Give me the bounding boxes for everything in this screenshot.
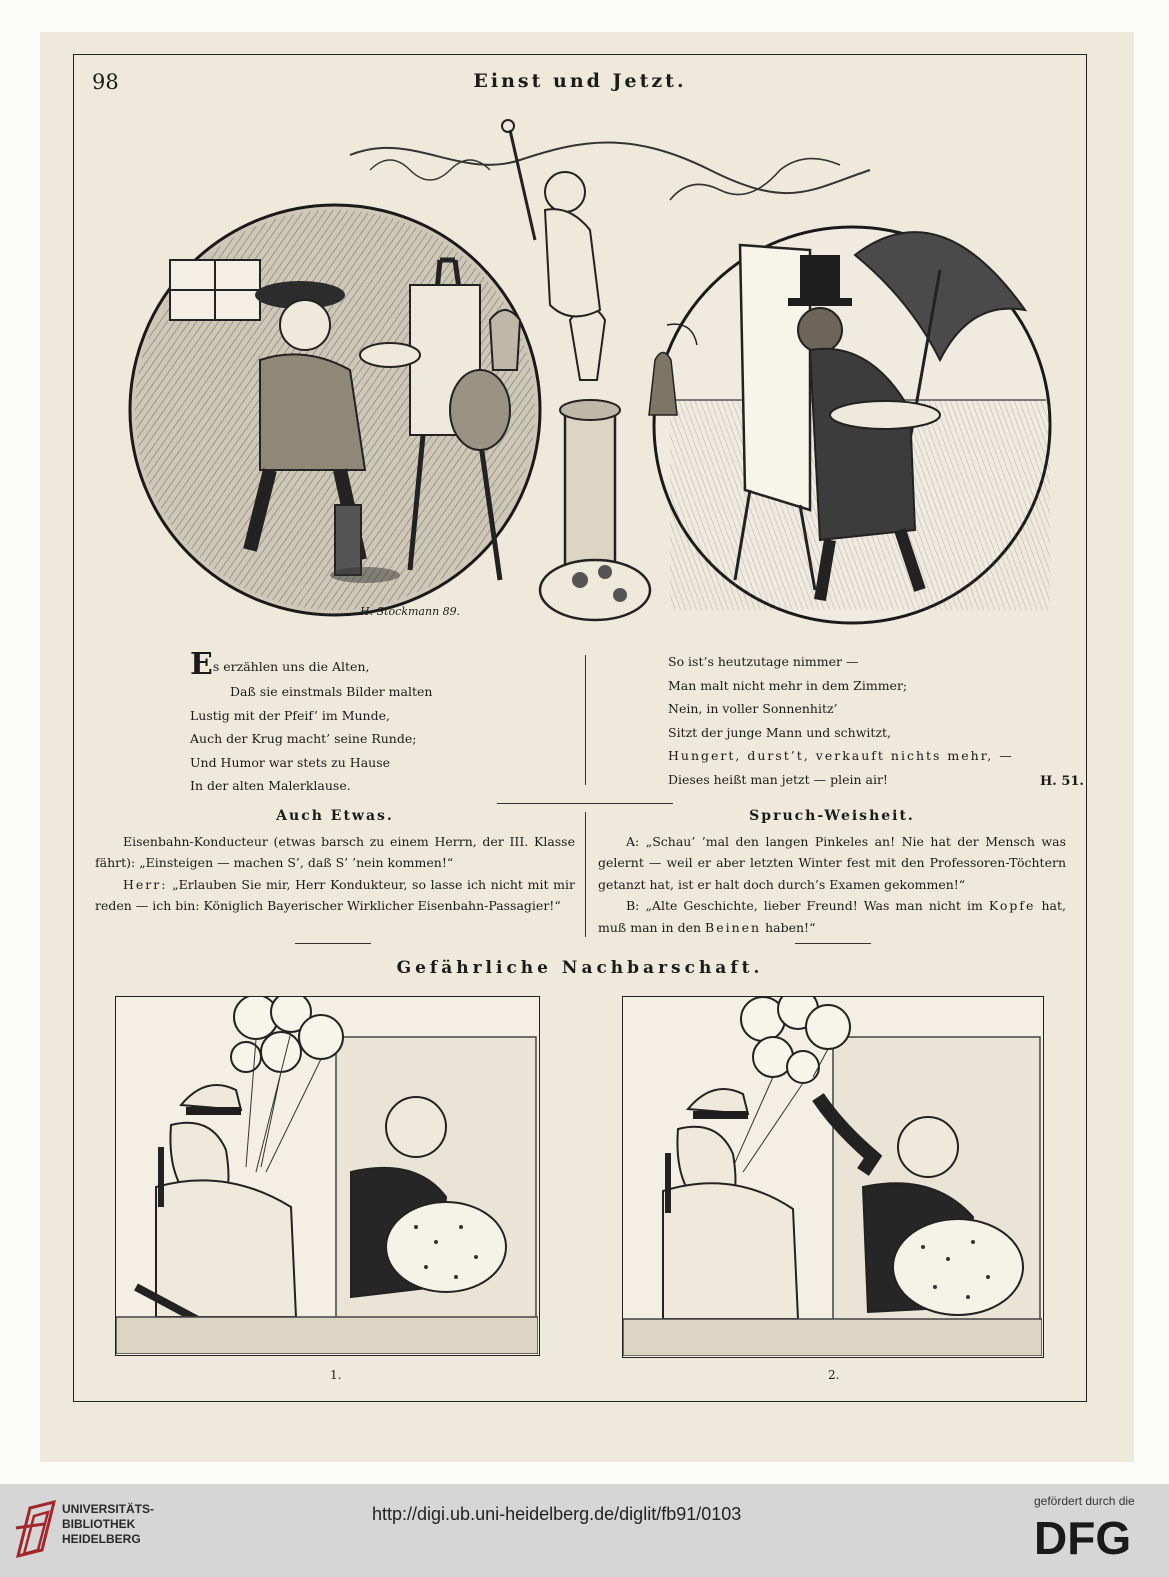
poem-line: Auch der Krug macht’ seine Runde; xyxy=(190,731,417,747)
panel-number: 1. xyxy=(330,1368,342,1382)
poem-signature: H. 51. xyxy=(1040,774,1084,789)
speaker: A: xyxy=(626,834,640,849)
footer-bar xyxy=(0,1484,1169,1577)
poem-line: Es erzählen uns die Alten, xyxy=(190,647,370,682)
old-man-figure xyxy=(663,1089,798,1319)
speaker: B: xyxy=(626,898,640,914)
jetzt-vignette xyxy=(649,227,1050,623)
permalink-url[interactable]: http://digi.ub.uni-heidelberg.de/diglit/fb91/0103 xyxy=(372,1504,742,1524)
page-title: Einst und Jetzt. xyxy=(473,70,687,92)
einst-vignette xyxy=(130,205,540,615)
institution-name: UNIVERSITÄTS- BIBLIOTHEK HEIDELBERG xyxy=(62,1502,155,1546)
poem-line: So ist’s heutzutage nimmer — xyxy=(668,654,859,669)
paragraph: B: „Alte Geschichte, lieber Freund! Was man nicht im Kopfe hat, muß man in den Beinen haben!“ xyxy=(598,898,1066,935)
poem-line: Dieses heißt man jetzt — plein air! xyxy=(668,771,888,787)
poem-column-rule xyxy=(585,655,586,785)
university-library-logo-icon xyxy=(14,1498,56,1560)
poem-line: Nein, in voller Sonnenhitz’ xyxy=(668,701,838,717)
poem-line: Und Humor war stets zu Hause xyxy=(190,754,391,770)
poem-line: In der alten Malerklause. xyxy=(190,778,351,794)
section-rule xyxy=(497,803,673,804)
paragraph: Eisenbahn-Konducteur (etwas barsch zu einem Herrn, der III. Klasse fährt): „Einsteigen — machen S’, daß S’ ’nein kommen!“ xyxy=(95,834,575,871)
funding-note: gefördert durch die xyxy=(1034,1494,1135,1508)
paragraph: A: „Schau’ ’mal den langen Pinkeles an! Nie hat der Mensch was gelernt — weil er aber letzten Winter fest mit den Professoren-Töchtern getanzt hat, ist er halt doch durch’s Examen gekommen!“ xyxy=(598,834,1066,892)
comic-title: Gefährliche Nachbarschaft. xyxy=(396,958,764,978)
balloon-bunch xyxy=(231,997,343,1172)
drop-cap: E xyxy=(190,647,213,682)
poem-right xyxy=(668,650,1014,792)
poem-left xyxy=(190,647,433,798)
comic-panel-2 xyxy=(622,996,1044,1358)
prose-column-rule xyxy=(585,812,586,937)
artist-signature: H. Stockmann 89. xyxy=(360,605,461,618)
panel-number: 2. xyxy=(828,1368,840,1382)
auch-etwas-heading: Auch Etwas. xyxy=(276,808,394,824)
spruch-weisheit-text xyxy=(598,831,1066,938)
poem-line: Daß sie einstmals Bilder malten xyxy=(230,684,433,699)
auch-etwas-text xyxy=(95,831,575,917)
comic-panel-1 xyxy=(115,996,540,1356)
comic-panel-1-drawing xyxy=(116,997,538,1354)
comic-panel-2-drawing xyxy=(623,997,1042,1356)
poem-line: Man malt nicht mehr in dem Zimmer; xyxy=(668,677,908,693)
section-rule xyxy=(795,943,871,944)
poem-line: Sitzt der junge Mann und schwitzt, xyxy=(668,724,892,740)
poem-line: Lustig mit der Pfeif’ im Munde, xyxy=(190,707,390,723)
einst-und-jetzt-illustration xyxy=(110,110,1070,650)
poem-line: Hungert, durst’t, verkauft nichts mehr, — xyxy=(668,748,1014,764)
section-rule xyxy=(295,943,371,944)
dfg-logo-text: DFG xyxy=(1034,1514,1132,1558)
page-number: 98 xyxy=(92,70,119,94)
speaker: Herr: xyxy=(123,876,168,892)
spruch-weisheit-heading: Spruch-Weisheit. xyxy=(749,808,915,824)
old-man-figure xyxy=(136,1085,296,1327)
paragraph: Herr: „Erlauben Sie mir, Herr Kondukteur, so lasse ich nicht mit mir reden — ich bin: Königlich Bayerischer Wirklicher Eisenbahn-Passagier!“ xyxy=(95,876,575,914)
dfg-logo-icon xyxy=(1034,1514,1146,1558)
